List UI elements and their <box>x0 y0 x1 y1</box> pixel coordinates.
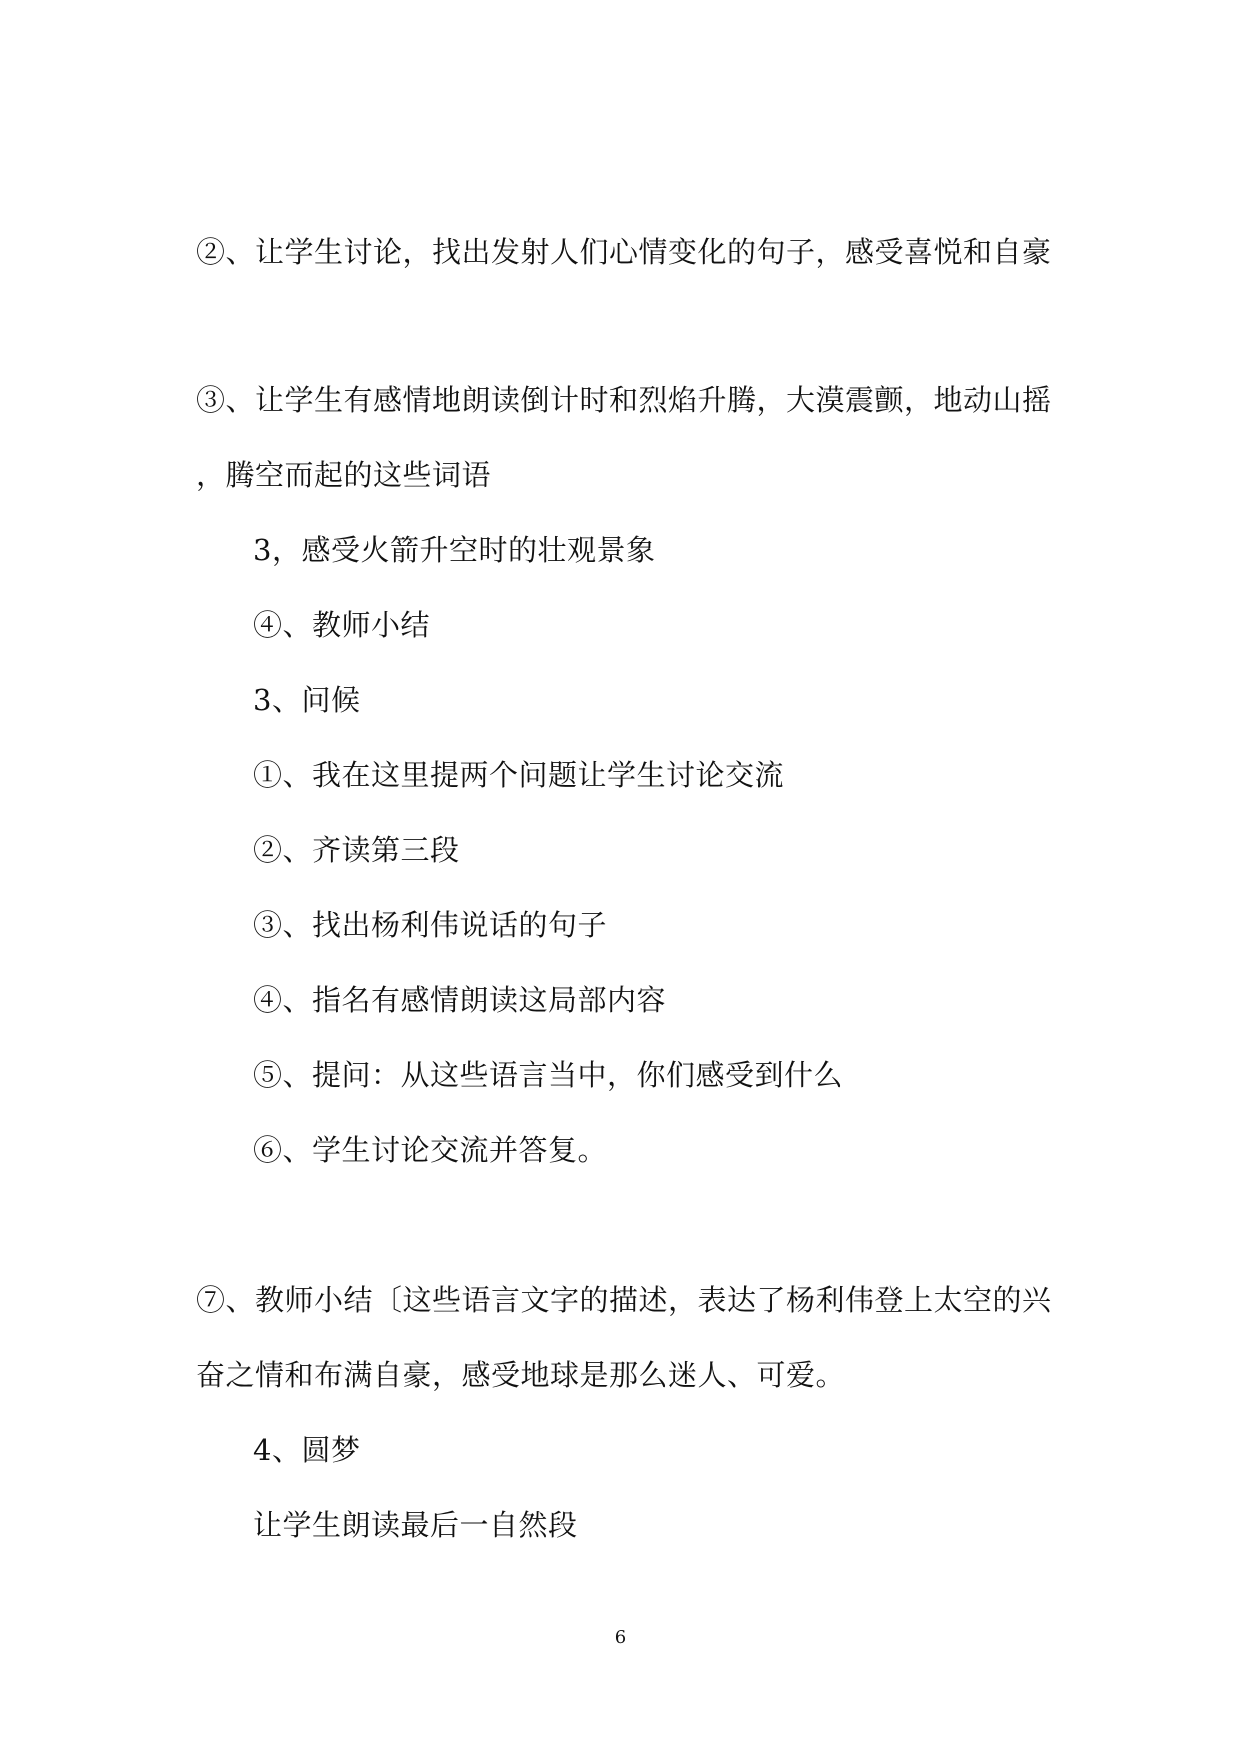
text-line-8: ②、齐读第三段 <box>253 833 460 867</box>
text-line-3: ，腾空而起的这些词语 <box>196 458 492 492</box>
text-line-13: ⑦、教师小结〔这些语言文字的描述，表达了杨利伟登上太空的兴 <box>196 1283 1052 1317</box>
text-line-14: 奋之情和布满自豪，感受地球是那么迷人、可爱。 <box>196 1358 846 1392</box>
text-line-15: 4、圆梦 <box>253 1433 361 1467</box>
text-line-5: ④、教师小结 <box>253 608 431 642</box>
text-line-12: ⑥、学生讨论交流并答复。 <box>253 1133 608 1167</box>
text-line-7: ①、我在这里提两个问题让学生讨论交流 <box>253 758 785 792</box>
text-line-16: 让学生朗读最后一自然段 <box>253 1508 578 1542</box>
text-line-6: 3、问候 <box>253 683 361 717</box>
text-line-1: ②、让学生讨论，找出发射人们心情变化的句子，感受喜悦和自豪 <box>196 235 1052 269</box>
text-line-9: ③、找出杨利伟说话的句子 <box>253 908 608 942</box>
page-number: 6 <box>614 1627 627 1648</box>
text-line-11: ⑤、提问：从这些语言当中，你们感受到什么 <box>253 1058 844 1092</box>
text-line-4: 3，感受火箭升空时的壮观景象 <box>253 533 656 567</box>
text-line-2: ③、让学生有感情地朗读倒计时和烈焰升腾，大漠震颤，地动山摇 <box>196 383 1052 417</box>
text-line-10: ④、指名有感情朗读这局部内容 <box>253 983 667 1017</box>
